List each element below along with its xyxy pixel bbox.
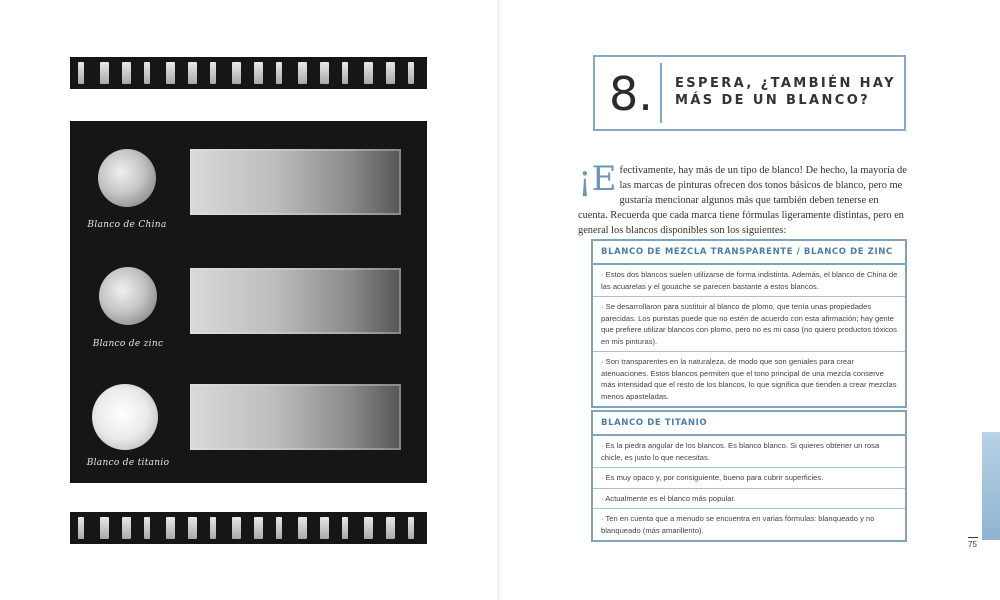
- paint-stroke: [298, 517, 307, 539]
- paint-stroke: [100, 517, 109, 539]
- paint-stroke: [276, 517, 282, 539]
- page-edge-tab: [982, 432, 1000, 540]
- paint-stroke: [386, 62, 395, 84]
- paint-stroke: [408, 62, 414, 84]
- info-box-item: · Ten en cuenta que a menudo se encuentra en varias fórmulas: blanqueado y no blanqueado (más amarillento).: [601, 514, 875, 535]
- paint-stroke: [364, 517, 373, 539]
- swatch-label-zinc: Blanco de zinc: [92, 339, 164, 349]
- paint-stroke: [188, 62, 197, 84]
- info-box-item: · Es muy opaco y, por consiguiente, bueno para cubrir superficies.: [593, 468, 905, 489]
- paint-stroke: [232, 62, 241, 84]
- swatch-circle-zinc: [99, 267, 157, 325]
- intro-paragraph: [578, 159, 908, 238]
- swatch-circle-china: [98, 149, 156, 207]
- paint-stroke: [320, 62, 329, 84]
- swatch-rect-titanio: [190, 384, 401, 450]
- chapter-number: 8.: [609, 67, 653, 121]
- paint-stroke: [210, 62, 216, 84]
- swatch-circle-titanio: [92, 384, 158, 450]
- paint-stroke: [188, 517, 197, 539]
- paint-stroke: [408, 517, 414, 539]
- info-box-titanio: [591, 410, 907, 542]
- title-divider: [660, 63, 662, 123]
- info-box-item: · Son transparentes en la naturaleza, de modo que son geniales para crear atenuaciones. Estos blancos permiten que el tono principal de una mezcla conserve más intensidad que el resto de los blancos, lo que significa que tienden a crear mezclas menos apasteladas.: [601, 357, 897, 401]
- white-swatches-panel: [70, 121, 427, 483]
- paint-stroke: [276, 62, 282, 84]
- paint-stroke: [364, 62, 373, 84]
- swatch-label-titanio: Blanco de titanio: [86, 458, 170, 468]
- book-gutter: [497, 0, 503, 600]
- info-box-item: · Estos dos blancos suelen utilizarse de forma indistinta. Además, el blanco de China de las acuarelas y el gouache se parecen bastante a estos blancos.: [593, 265, 905, 297]
- info-box-item: · Es la piedra angular de los blancos. Es blanco blanco. Si quieres obtener un rosa chicle, es justo lo que necesitas.: [593, 436, 905, 468]
- info-box-item: · Se desarrollaron para sustituir al blanco de plomo, que tenía unas propiedades parecidas. Los puristas puede que no estén de acuerdo con esta afirmación; hay gente que prefiere utilizar blancos con plomo, pero no es mi caso (no quiero productos tóxicos en mis pinturas).: [593, 297, 905, 352]
- info-box-item: · Actualmente es el blanco más popular.: [593, 489, 905, 510]
- paint-stroke: [122, 62, 131, 84]
- page-number-rule: [968, 537, 978, 538]
- info-box-zinc: [591, 239, 907, 408]
- paint-stroke: [342, 62, 348, 84]
- paint-stroke: [166, 62, 175, 84]
- paint-stroke: [298, 62, 307, 84]
- chapter-title: ESPERA, ¿TAMBIÉN HAY MÁS DE UN BLANCO?: [675, 76, 896, 108]
- intro-text: fectivamente, hay más de un tipo de blanco! De hecho, la mayoría de las marcas de pinturas ofrecen dos tonos básicos de blanco, pero me gustaría mencionar algunos más que también deben tenerse en cuenta. Recuerda que cada marca tiene fórmulas ligeramente distintas, pero en general los blancos disponibles son los siguientes:: [578, 165, 907, 236]
- paint-swatch-strip-top: [70, 57, 427, 89]
- paint-stroke: [100, 62, 109, 84]
- paint-swatch-strip-bottom: [70, 512, 427, 544]
- swatch-rect-zinc: [190, 268, 401, 334]
- paint-stroke: [342, 517, 348, 539]
- paint-stroke: [232, 517, 241, 539]
- paint-stroke: [254, 517, 263, 539]
- info-box-header: BLANCO DE MEZCLA TRANSPARENTE / BLANCO DE ZINC: [593, 241, 905, 265]
- drop-cap: ¡E: [578, 159, 617, 199]
- paint-stroke: [144, 62, 150, 84]
- paint-stroke: [122, 517, 131, 539]
- paint-stroke: [78, 517, 84, 539]
- paint-stroke: [210, 517, 216, 539]
- paint-stroke: [166, 517, 175, 539]
- paint-stroke: [254, 62, 263, 84]
- swatch-rect-china: [190, 149, 401, 215]
- paint-stroke: [78, 62, 84, 84]
- paint-stroke: [144, 517, 150, 539]
- chapter-title-box: [593, 55, 906, 131]
- paint-stroke: [320, 517, 329, 539]
- swatch-label-china: Blanco de China: [87, 220, 167, 230]
- paint-stroke: [386, 517, 395, 539]
- page-number: 75: [968, 540, 977, 549]
- info-box-header: BLANCO DE TITANIO: [593, 412, 905, 436]
